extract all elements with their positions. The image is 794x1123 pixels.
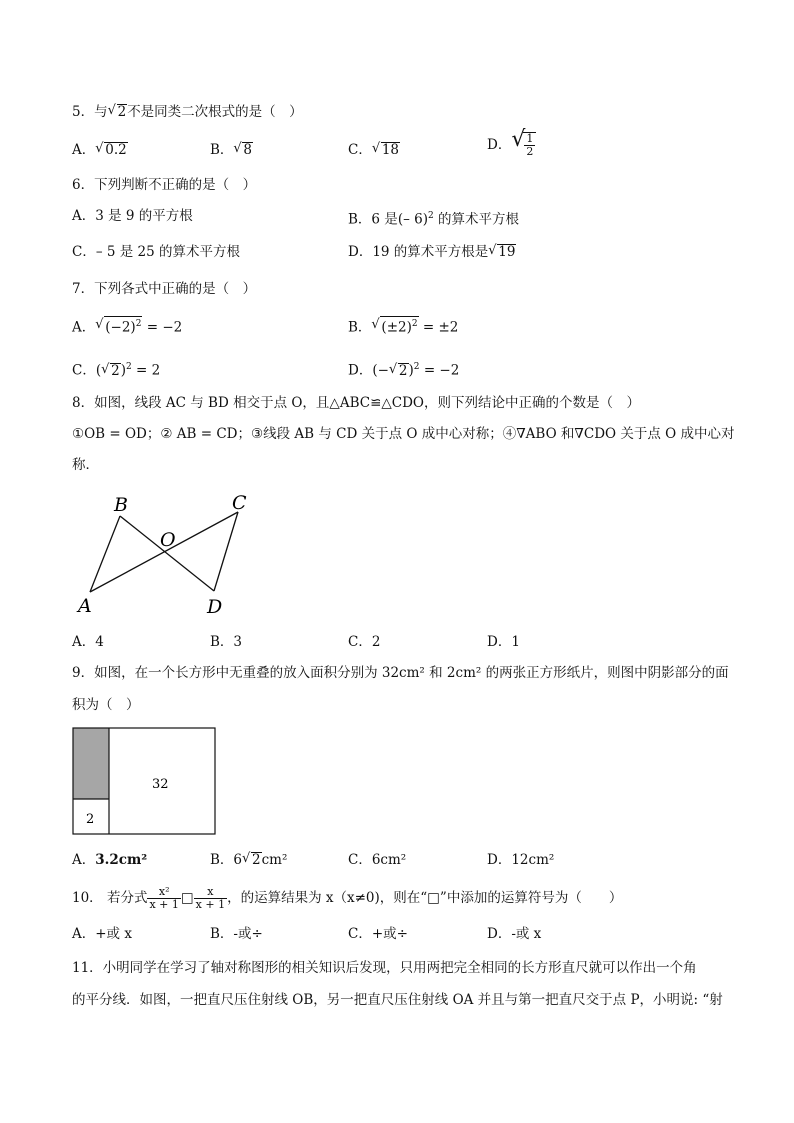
q10-stem: 10． 若分式 $\frac{\text{x²}}{x + 1}$ □ $\frac{x}{x + 1}$ ，的运算结果为 x（x≠0)，则在“□”中添加的运算符号为（ ） xyxy=(72,885,623,911)
q10-option-c[interactable]: C．+或÷ xyxy=(348,926,408,942)
q5-option-b[interactable]: B． √ 8 xyxy=(210,141,253,158)
q9-option-d[interactable]: D．12cm² xyxy=(487,852,555,868)
q5-option-c[interactable]: C． √ 18 xyxy=(348,141,400,158)
shaded-region xyxy=(73,728,109,799)
q8-option-b[interactable]: B．3 xyxy=(210,634,243,650)
q8-conditions-line2: 称． xyxy=(72,457,99,473)
q9-figure xyxy=(72,727,218,837)
q6-option-d[interactable]: D．19 的算术平方根是 √ 19 xyxy=(348,243,516,260)
sqrt-2: √ 2 xyxy=(107,103,127,120)
segment-bd xyxy=(120,516,214,591)
q11-stem-line2: 的平分线．如图，一把直尺压住射线 OB，另一把直尺压住射线 OA 并且与第一把直尺交于点 P，小明说: “射 xyxy=(72,992,723,1008)
q8-stem: 8．如图，线段 AC 与 BD 相交于点 O，且△ABC≌△CDO，则下列结论中正确的个数是（ ） xyxy=(72,395,640,411)
segment-ab xyxy=(90,516,120,592)
small-square-label: 2 xyxy=(86,812,95,827)
label-o: O xyxy=(160,529,176,551)
q8-figure xyxy=(72,485,272,625)
segment-ac xyxy=(90,512,238,592)
q8-option-a[interactable]: A．4 xyxy=(72,634,104,650)
q7-stem: 7．下列各式中正确的是（ ） xyxy=(72,281,257,297)
big-square-label: 32 xyxy=(152,777,169,792)
segment-cd xyxy=(214,512,238,591)
q9-option-b[interactable]: B．6 √ 2cm² xyxy=(210,851,288,868)
q8-conditions-line1: ①OB = OD；② AB = CD；③线段 AB 与 CD 关于点 O 成中心对称；④∇ABO 和∇CDO 关于点 O 成中心对 xyxy=(72,426,735,442)
q7-option-c[interactable]: C．( √ 2)$^2$ = 2 xyxy=(72,361,161,379)
q10-option-a[interactable]: A．+或 x xyxy=(72,926,132,942)
label-c: C xyxy=(232,492,247,514)
q10-option-d[interactable]: D．-或 x xyxy=(487,926,542,942)
q7-option-b[interactable]: B． √ $(\pm 2)^2 = \pm 2$ xyxy=(348,317,459,336)
q10-option-b[interactable]: B．-或÷ xyxy=(210,926,263,942)
label-a: A xyxy=(78,595,92,617)
q5-stem: 5．与 √ 2不是同类二次根式的是（ ） xyxy=(72,103,303,120)
q9-option-c[interactable]: C．6cm² xyxy=(348,852,407,868)
label-d: D xyxy=(207,596,223,618)
q9-stem-line2: 积为（ ） xyxy=(72,697,140,713)
q11-stem-line1: 11．小明同学在学习了轴对称图形的相关知识后发现，只用两把完全相同的长方形直尺就可以作出一个角 xyxy=(72,960,697,976)
q6-stem: 6．下列判断不正确的是（ ） xyxy=(72,177,257,193)
q7-option-a[interactable]: A． √ $(-2)^2 = -2$ xyxy=(72,317,183,336)
q6-option-a[interactable]: A．3 是 9 的平方根 xyxy=(72,208,193,224)
q5-option-a[interactable]: A． √ 0.2 xyxy=(72,141,127,158)
q6-option-b[interactable]: B．6 是(– 6)$^2$ 的算术平方根 xyxy=(348,211,520,228)
q9-option-a[interactable]: A．3.2cm² xyxy=(72,852,148,868)
q9-stem-line1: 9．如图，在一个长方形中无重叠的放入面积分别为 32cm² 和 2cm² 的两张正方形纸片，则图中阴影部分的面 xyxy=(72,665,729,681)
q6-option-c[interactable]: C．– 5 是 25 的算术平方根 xyxy=(72,244,241,260)
label-b: B xyxy=(114,494,128,516)
q7-option-d[interactable]: D．(− √ 2)$^2$ = −2 xyxy=(348,361,460,379)
q8-option-d[interactable]: D．1 xyxy=(487,634,520,650)
q5-option-d[interactable]: D． √ $\frac{1}{2}$ xyxy=(487,132,536,158)
q8-option-c[interactable]: C．2 xyxy=(348,634,381,650)
